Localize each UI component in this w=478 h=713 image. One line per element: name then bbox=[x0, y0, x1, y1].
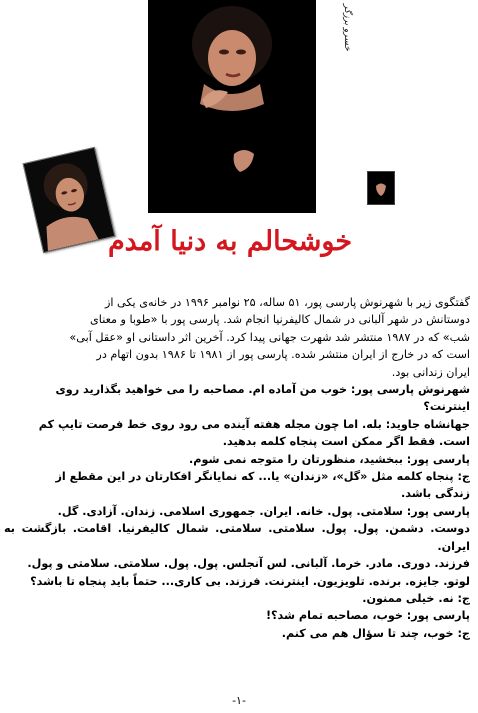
dialogue-line: جهانشاه جاوید: بله. اما چون مجله هفته آینده می رود روی خط فرصت تایپ کم bbox=[38, 417, 470, 431]
intro-line: است که در خارج از ایران منتشر شده. پارسی پور از ۱۹۸۱ تا ۱۹۸۶ بدون اتهام در bbox=[96, 348, 470, 362]
intro-line: ایران زندانی بود. bbox=[391, 365, 470, 379]
dialogue-line: اینترنت؟ bbox=[423, 400, 470, 414]
main-portrait-photo bbox=[148, 0, 316, 213]
article-body bbox=[4, 294, 470, 642]
dialogue-line: است. فقط اگر ممکن است پنجاه کلمه بدهید. bbox=[222, 435, 470, 449]
dialogue-line: فرزند. دوری. مادر. خرما. آلبانی. لس آنجلس. پول. پول. سلامتی. سلامتی و پول. bbox=[27, 557, 470, 571]
dialogue-line: دوست. دشمن. پول. پول. سلامتی. سلامتی. شمال کالیفرنیا. اقامت. بازگشت به ایران. bbox=[4, 522, 470, 553]
small-hand-photo-right bbox=[367, 171, 395, 205]
dialogue-line: پارسی پور: سلامتی. پول. خانه. ایران. جمهوری اسلامی. زندان. آزادی. گل. bbox=[57, 504, 470, 518]
dialogue-line: لوتو. جایزه. برنده. تلویزیون. اینترنت. فرزند. بی کاری... حتماً باید پنجاه تا باشد؟ bbox=[30, 574, 470, 588]
dialogue-line: شهرنوش پارسی پور: خوب من آماده ام. مصاحبه را می خواهید بگذارید روی bbox=[55, 383, 470, 397]
dialogue-line: پارسی پور: خوب، مصاحبه تمام شد؟! bbox=[265, 609, 470, 623]
hand-thumbnail bbox=[368, 172, 394, 204]
article-title: خوشحالم به دنیا آمدم bbox=[107, 226, 353, 257]
intro-line: گفتگوی زیر با شهرنوش پارسی پور، ۵۱ ساله، ۲۵ نوامبر ۱۹۹۶ در خانه‌ی یکی از bbox=[104, 296, 470, 309]
dialogue-line: ج: نه. خیلی ممنون. bbox=[362, 591, 470, 605]
intro-line: دوستانش در شهر آلبانی در شمال کالیفرنیا انجام شد. پارسی پور با «طوبا و معنای bbox=[90, 313, 470, 327]
dialogue-line: پارسی پور: ببخشید، منظورتان را متوجه نمی شوم. bbox=[189, 452, 470, 466]
dialogue-line: زندگی باشد. bbox=[401, 487, 470, 501]
dialogue-line: ج: خوب، چند تا سؤال هم می کنم. bbox=[281, 626, 470, 640]
portrait-illustration bbox=[148, 0, 316, 213]
intro-line: شب» که در ۱۹۸۷ منتشر شد شهرت جهانی پیدا کرد. آخرین اثر داستانی او «عقل آبی» bbox=[69, 330, 470, 344]
dialogue-line: ج: پنجاه کلمه مثل «گل»، «زندان» یا... که نمایانگر افکارتان در این مقطع از bbox=[55, 470, 470, 484]
author-signature: خسرو برزگر bbox=[342, 4, 352, 51]
page-number: -۱- bbox=[232, 694, 246, 707]
